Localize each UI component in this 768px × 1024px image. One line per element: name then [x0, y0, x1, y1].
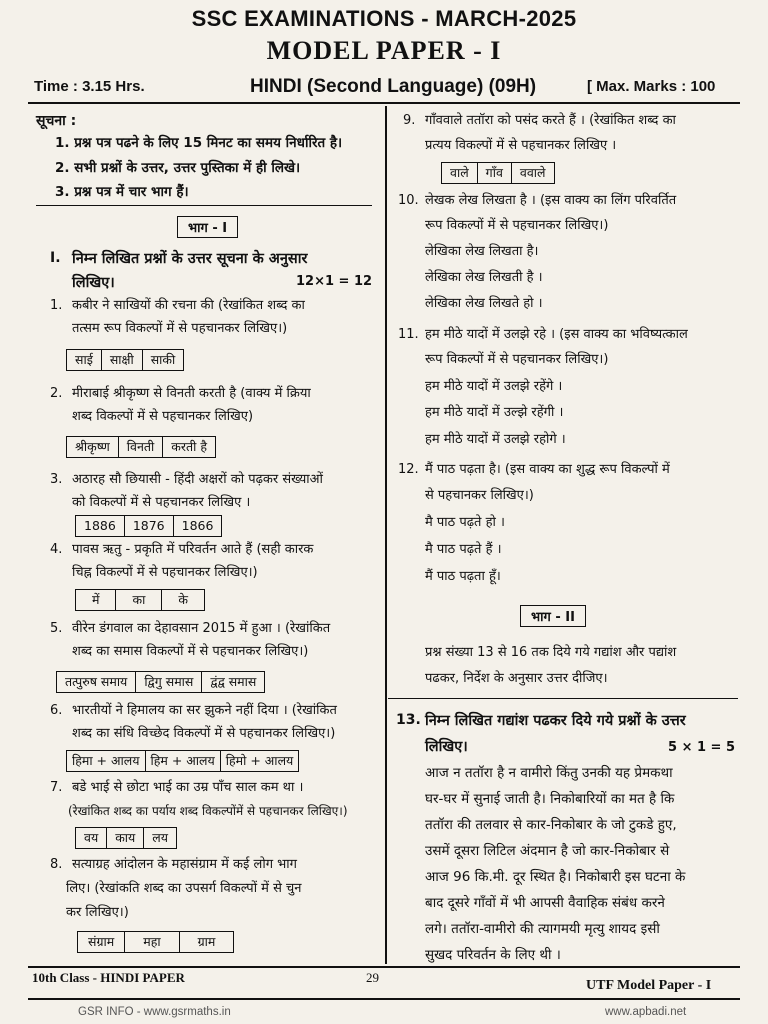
- option: हिमा + आलय: [67, 751, 146, 771]
- question-text: रूप विकल्पों में से पहचानकर लिखिए।): [425, 352, 609, 367]
- column-divider: [385, 106, 387, 964]
- option: लय: [152, 830, 169, 845]
- passage-line: उसमें दूसरा लिटिल अंदमान है जो कार-निकोबार से: [425, 843, 670, 859]
- option: साक्षी: [102, 350, 143, 370]
- choice: मै पाठ पढ़ते हो ।: [425, 515, 505, 530]
- question-number: 12.: [398, 462, 419, 477]
- part2-rule: [388, 698, 738, 699]
- question-text: शब्द का समास विकल्पों में से पहचानकर लिखिए।): [72, 644, 309, 659]
- question-text: पावस ऋतु - प्रकृति में परिवर्तन आते हैं (सही कारक: [72, 542, 314, 557]
- choice: हम मीठे यादों में उलझे रहेंगे ।: [425, 379, 563, 394]
- notice-line-1: 1. प्रश्न पत्र पढने के लिए 15 मिनट का समय निर्धारित है।: [55, 135, 343, 151]
- option: ववाले: [519, 165, 546, 180]
- question-text: से पहचानकर लिखिए।): [425, 488, 534, 503]
- choice: हम मीठे यादों में उलझे रहोगे ।: [425, 432, 566, 447]
- site-left[interactable]: GSR INFO - www.gsrmaths.in: [78, 1006, 231, 1018]
- question-text: शब्द का संधि विच्छेद विकल्पों में से पहचानकर लिखिए।): [72, 726, 336, 741]
- option: के: [178, 592, 188, 607]
- question-text: लेखक लेख लिखता है । (इस वाक्य का लिंग परिवर्तित: [425, 193, 677, 208]
- exam-title: SSC EXAMINATIONS - MARCH-2025: [191, 6, 577, 31]
- choice: हम मीठे यादों में उल्झे रहेंगी ।: [425, 405, 564, 420]
- question-text: भारतीयों ने हिमालय का सर झुकने नहीं दिया । (रेखांकित: [72, 703, 337, 718]
- options-box: [441, 162, 555, 184]
- options-box: [77, 931, 234, 953]
- question-text: हम मीठे यादों में उलझे रहे । (इस वाक्य का भविष्यत्काल: [425, 327, 688, 342]
- question-text: कबीर ने साखियों की रचना की (रेखांकित शब्द का: [72, 298, 305, 313]
- question-text: लिए। (रेखांकति शब्द का उपसर्ग विकल्पों में से चुन: [66, 881, 302, 896]
- options-box: [66, 750, 299, 772]
- options-box: [56, 671, 265, 693]
- passage-line: आज न ततॉरा है न वामीरो किंतु उनकी यह प्रेमकथा: [425, 765, 673, 781]
- part2-intro-line2: पढकर, निर्देश के अनुसार उत्तर दीजिए।: [425, 671, 608, 686]
- question-text: मीराबाई श्रीकृष्ण से विनती करती है (वाक्य में क्रिया: [72, 386, 311, 401]
- question-number: 8.: [50, 857, 63, 872]
- header-rule: [28, 102, 740, 104]
- question-text: कर लिखिए।): [66, 905, 129, 920]
- notice-title: सूचना :: [36, 113, 77, 129]
- question-number: 13.: [396, 712, 421, 728]
- question-number: 11.: [398, 327, 419, 342]
- option: का: [116, 590, 162, 610]
- option: ग्राम: [197, 934, 216, 949]
- options-box: [75, 827, 177, 849]
- question-number: 2.: [50, 386, 63, 401]
- passage-line: बाद दूसरे गाँवों में भी आपसी वैवाहिक संबंध करने: [425, 895, 665, 911]
- option: तत्पुरुष समाय: [57, 672, 136, 692]
- option: संग्राम: [78, 932, 125, 952]
- question-text: चिह्न विकल्पों में से पहचानकर लिखिए।): [72, 565, 258, 580]
- footer-right: UTF Model Paper - I: [586, 978, 712, 993]
- footer-rule: [28, 966, 740, 968]
- option: में: [76, 590, 116, 610]
- question-text: निम्न लिखित गद्यांश पढकर दिये गये प्रश्नों के उत्तर: [425, 713, 686, 729]
- option: गाँव: [478, 163, 512, 183]
- passage-line: लगे। ततॉरा-वामीरो की त्यागमयी मृत्यु शायद इसी: [425, 921, 660, 937]
- choice: मै पाठ पढ़ते हैं ।: [425, 542, 502, 557]
- question-number: 7.: [50, 780, 63, 795]
- passage-line: घर-घर में सुनाई जाती है। निकोबारियों का मत है कि: [425, 791, 675, 807]
- question-text: को विकल्पों में से पहचानकर लिखिए ।: [72, 495, 251, 510]
- options-box: [66, 349, 184, 371]
- question-text: लिखिए।: [425, 739, 468, 755]
- option: विनती: [119, 437, 164, 457]
- options-box: [75, 515, 222, 537]
- part1-marks: 12×1 = 12: [296, 274, 373, 289]
- question-text: वीरेन डंगवाल का देहावसान 2015 में हुआ । (रेखांकित: [72, 621, 331, 636]
- option: 1866: [181, 518, 214, 533]
- question-number: 6.: [50, 703, 63, 718]
- question-number: 3.: [50, 472, 63, 487]
- part1-heading-number: I.: [50, 250, 61, 266]
- question-text: गाँववाले ततॉरा को पसंद करते हैं । (रेखांकित शब्द का: [425, 113, 676, 128]
- question-text: तत्सम रूप विकल्पों में से पहचानकर लिखिए।): [72, 321, 288, 336]
- site-right[interactable]: www.apbadi.net: [605, 1006, 687, 1018]
- choice: लेखिका लेख लिखते हो ।: [425, 296, 543, 311]
- part2-intro-line1: प्रश्न संख्या 13 से 16 तक दिये गये गद्यांश और पद्यांश: [425, 645, 677, 660]
- question-text: रूप विकल्पों में से पहचानकर लिखिए।): [425, 218, 609, 233]
- subject-label: HINDI (Second Language) (09H): [250, 76, 537, 97]
- notice-line-3: 3. प्रश्न पत्र में चार भाग हैं।: [55, 184, 189, 200]
- question-text: सत्याग्रह आंदोलन के महासंग्राम में कई लोग भाग: [72, 857, 297, 872]
- choice: लेखिका लेख लिखती है ।: [425, 270, 543, 285]
- footer-left: 10th Class - HINDI PAPER: [32, 970, 185, 985]
- part1-label: भाग - I: [177, 216, 238, 238]
- option: साकी: [150, 352, 176, 367]
- q13-marks: 5 × 1 = 5: [668, 740, 736, 755]
- question-number: 5.: [50, 621, 63, 636]
- option: हिमो + आलय: [225, 753, 294, 768]
- option: काय: [107, 828, 144, 848]
- option: वाले: [442, 163, 478, 183]
- option: महा: [125, 932, 179, 952]
- question-number: 9.: [403, 113, 416, 128]
- options-box: [66, 436, 216, 458]
- option: द्विगु समास: [136, 672, 202, 692]
- question-number: 10.: [398, 193, 419, 208]
- option: साई: [67, 350, 102, 370]
- question-text: मैं पाठ पढ़ता है। (इस वाक्य का शुद्ध रूप विकल्पों में: [425, 462, 670, 477]
- option: हिम + आलय: [146, 751, 221, 771]
- part1-heading-line2: लिखिए।: [72, 275, 115, 291]
- option: 1876: [125, 516, 174, 536]
- paper-title: MODEL PAPER - I: [266, 36, 502, 65]
- option: वय: [76, 828, 107, 848]
- option: द्वंद्व समास: [210, 674, 257, 689]
- question-text: शब्द विकल्पों में से पहचानकर लिखिए): [72, 409, 254, 424]
- options-box: [75, 589, 205, 611]
- passage-line: सुखद परिवर्तन के लिए थी ।: [425, 947, 561, 963]
- question-text: (रेखांकित शब्द का पर्याय शब्द विकल्पोंमें से पहचानकर लिखिए।): [68, 804, 348, 818]
- notice-rule: [36, 205, 372, 206]
- time-label: Time : 3.15 Hrs.: [34, 78, 145, 95]
- choice: मैं पाठ पढ़ता हूँ।: [425, 569, 501, 584]
- part1-heading-line1: निम्न लिखित प्रश्नों के उत्तर सूचना के अनुसार: [72, 251, 308, 267]
- option: श्रीकृष्ण: [67, 437, 119, 457]
- question-text: बडे भाई से छोटा भाई का उम्र पाँच साल कम था ।: [72, 780, 304, 795]
- question-text: प्रत्यय विकल्पों में से पहचानकर लिखिए ।: [425, 138, 617, 153]
- option: करती है: [171, 439, 207, 454]
- notice-line-2: 2. सभी प्रश्नों के उत्तर, उत्तर पुस्तिका में ही लिखे।: [55, 160, 301, 176]
- part2-label: भाग - II: [520, 605, 586, 627]
- choice: लेखिका लेख लिखता है।: [425, 244, 539, 259]
- question-number: 4.: [50, 542, 63, 557]
- question-number: 1.: [50, 298, 63, 313]
- footer-bottom-rule: [28, 998, 740, 1000]
- passage-line: ततॉरा की तलवार से कार-निकोबार के जो टुकडे हुए,: [425, 817, 677, 833]
- question-text: अठारह सौ छियासी - हिंदी अक्षरों को पढ़कर संख्याओं: [72, 472, 323, 487]
- option: 1886: [76, 516, 125, 536]
- page-number: 29: [366, 970, 379, 985]
- passage-line: आज 96 कि.मी. दूर स्थित है। निकोबारी इस घटना के: [425, 869, 686, 885]
- max-marks-label: [ Max. Marks : 100: [587, 78, 716, 95]
